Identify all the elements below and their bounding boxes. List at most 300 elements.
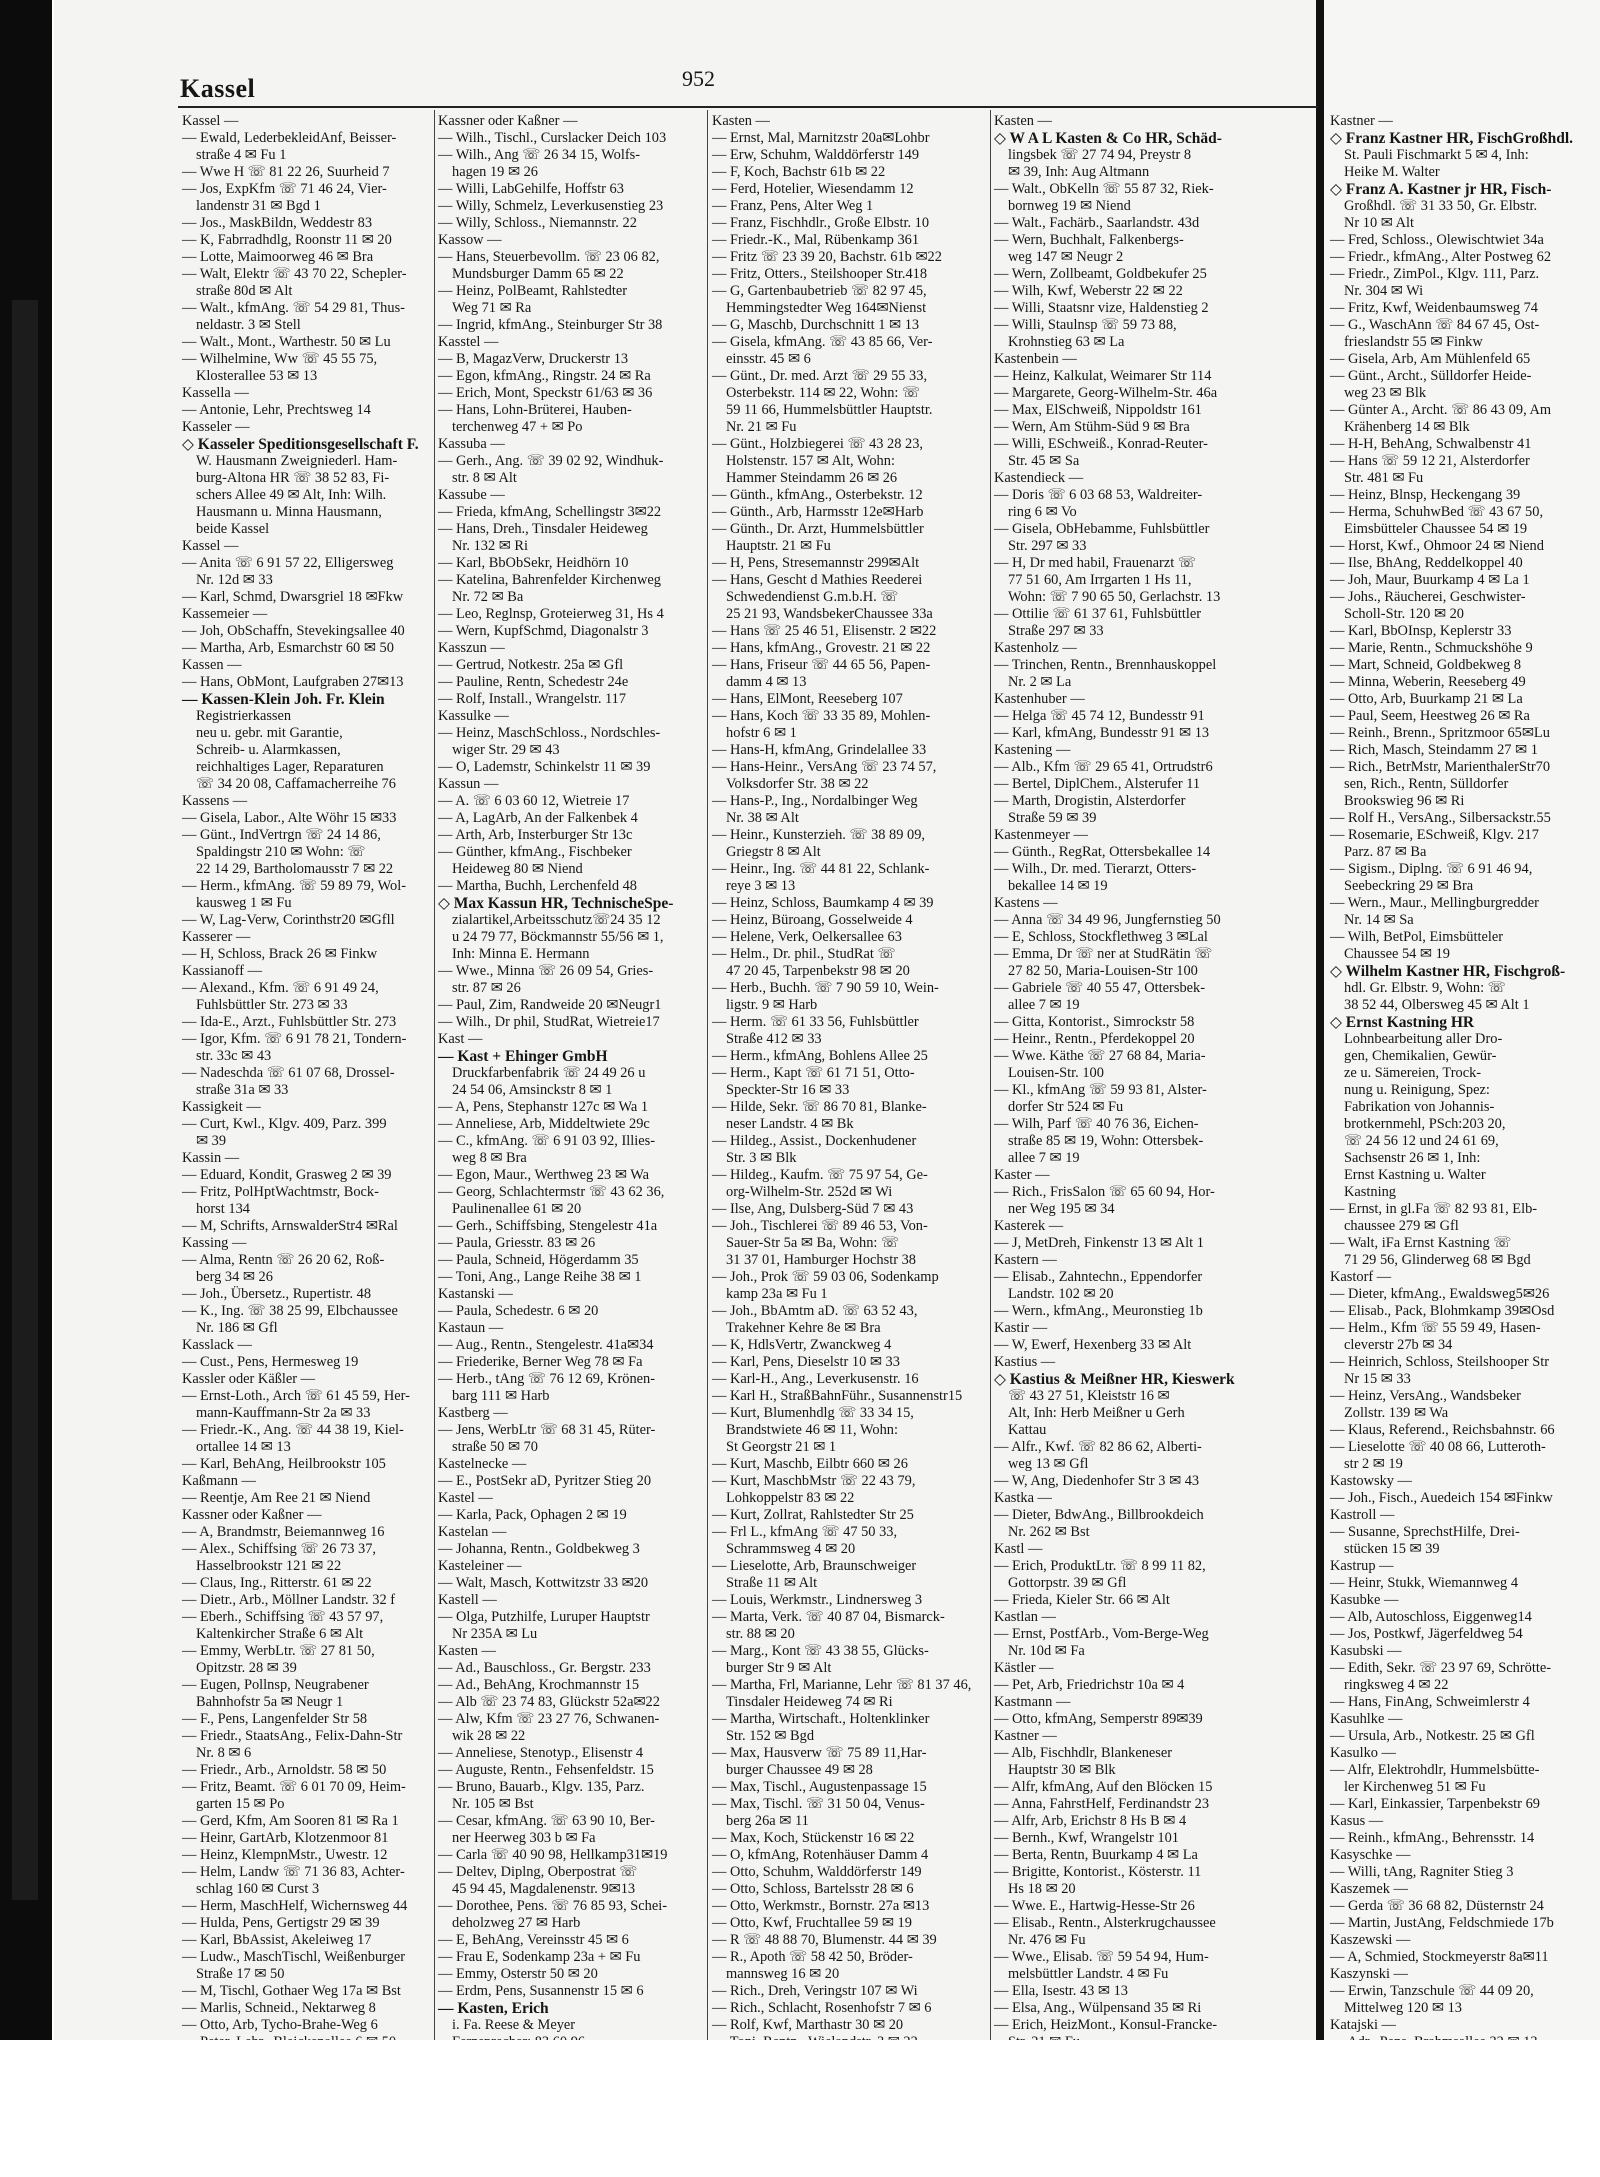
directory-entry-line: — Karla, Pack, Ophagen 2 ✉ 19 <box>438 1507 627 1523</box>
directory-entry-line: — Ernst-Loth., Arch ☏ 61 45 59, Her- <box>182 1388 410 1404</box>
directory-entry-line: — Pauline, Rentn, Schedestr 24e <box>438 674 629 690</box>
directory-entry-line: Straße 297 ✉ 33 <box>1008 623 1104 639</box>
directory-entry-line: St. Pauli Fischmarkt 5 ✉ 4, Inh: <box>1344 147 1529 163</box>
directory-entry-line: — Wilh, BetPol, Eimsbütteler <box>1330 929 1504 945</box>
directory-column-4 <box>994 113 1312 2088</box>
directory-entry-line: — Kurt, Zollrat, Rahlstedter Str 25 <box>712 1507 914 1523</box>
surname-heading: Kastanski — <box>438 1286 513 1302</box>
directory-entry-line: — Walt, iFa Ernst Kastning ☏ <box>1330 1235 1512 1251</box>
surname-heading: Kasszun — <box>438 640 505 656</box>
directory-entry-line: — Karl, Einkassier, Tarpenbekstr 69 <box>1330 1796 1540 1812</box>
surname-heading: Kasteleiner — <box>438 1558 522 1574</box>
directory-entry-line: Str. 481 ✉ Fu <box>1344 470 1424 486</box>
directory-entry-line: — Alw, Kfm ☏ 23 27 76, Schwanen- <box>438 1711 660 1727</box>
directory-entry-line: Str. 152 ✉ Bgd <box>726 1728 815 1744</box>
surname-heading: Kastius — <box>994 1354 1056 1370</box>
directory-entry-line: — Margarete, Georg-Wilhelm-Str. 46a <box>994 385 1218 401</box>
surname-heading: Kasserer — <box>182 929 251 945</box>
directory-entry-line: — Lotte, Maimoorweg 46 ✉ Bra <box>182 249 374 265</box>
directory-entry-line: weg 23 ✉ Blk <box>1344 385 1427 401</box>
directory-entry-line: Kattau <box>1008 1422 1047 1438</box>
directory-entry-line: — Fritz, Kwf, Weidenbaumsweg 74 <box>1330 300 1539 316</box>
surname-heading: Kasten — <box>438 1643 496 1659</box>
directory-entry-line: — Sigism., Diplng. ☏ 6 91 46 94, <box>1330 861 1533 877</box>
directory-entry-line: — Alb., Kfm ☏ 29 65 41, Ortrudstr6 <box>994 759 1213 775</box>
surname-heading: Kastberg — <box>438 1405 508 1421</box>
directory-entry-line: — Ludw., MaschTischl, Weißenburger <box>182 1949 406 1965</box>
surname-heading: Kassler oder Käßler — <box>182 1371 316 1387</box>
directory-entry-line: — Joh., BbAmtm aD. ☏ 63 52 43, <box>712 1303 918 1319</box>
directory-entry-line: — Alfr, kfmAng, Auf den Blöcken 15 <box>994 1779 1213 1795</box>
directory-entry-line: — Erdm, Pens, Susannenstr 15 ✉ 6 <box>438 1983 644 1999</box>
directory-entry-line: 24 54 06, Amsinckstr 8 ✉ 1 <box>452 1082 613 1098</box>
directory-entry-line: Eimsbütteler Chaussee 54 ✉ 19 <box>1344 521 1528 537</box>
directory-entry-line: — Eduard, Kondit, Grasweg 2 ✉ 39 <box>182 1167 392 1183</box>
directory-entry-line: — H, Dr med habil, Frauenarzt ☏ <box>994 555 1196 571</box>
directory-entry-line: hdl. Gr. Elbstr. 9, Wohn: ☏ <box>1344 980 1506 996</box>
directory-entry-line: Straße 59 ✉ 39 <box>1008 810 1097 826</box>
directory-entry-line: Hausmann u. Minna Hausmann, <box>196 504 382 520</box>
surname-heading: Kassuba — <box>438 436 505 452</box>
spine-shadow <box>12 300 38 1900</box>
directory-entry-line: — J, MetDreh, Finkenstr 13 ✉ Alt 1 <box>994 1235 1204 1251</box>
directory-entry-line: straße 85 ✉ 19, Wohn: Ottersbek- <box>1008 1133 1204 1149</box>
directory-entry-line: — Karl, BbAssist, Akeleiweg 17 <box>182 1932 372 1948</box>
directory-entry-line: Spaldingstr 210 ✉ Wohn: ☏ <box>196 844 366 860</box>
surname-heading: Kast — <box>438 1031 483 1047</box>
directory-entry-line: — Joh, ObSchaffn, Stevekingsallee 40 <box>182 623 405 639</box>
directory-column-5 <box>1330 113 1598 2088</box>
surname-heading: Kastner — <box>1330 113 1393 129</box>
directory-entry-line: — Rosemarie, ESchweiß, Klgv. 217 <box>1330 827 1539 843</box>
surname-heading: Kasubke — <box>1330 1592 1399 1608</box>
directory-entry-line: — Joh., Übersetz., Rupertistr. 48 <box>182 1286 372 1302</box>
header-rule <box>178 106 1318 108</box>
directory-entry-line: gen, Chemikalien, Gewür- <box>1344 1048 1497 1064</box>
directory-entry-line: — Brigitte, Kontorist., Kösterstr. 11 <box>994 1864 1202 1880</box>
directory-entry-line: weg 8 ✉ Bra <box>452 1150 527 1166</box>
directory-entry-line: Wohn: ☏ 7 90 65 50, Gerlachstr. 13 <box>1008 589 1221 605</box>
surname-heading: Kastendieck — <box>994 470 1084 486</box>
surname-heading: Kastner — <box>994 1728 1057 1744</box>
directory-entry-line: Hemmingstedter Weg 164✉Nienst <box>726 300 927 316</box>
directory-entry-line: — Fritz ☏ 23 39 20, Bachstr. 61b ✉22 <box>712 249 942 265</box>
directory-entry-line: Seebeckring 29 ✉ Bra <box>1344 878 1474 894</box>
directory-entry-line: — Eugen, Pollnsp, Neugrabener <box>182 1677 369 1693</box>
surname-heading: Kassemeier — <box>182 606 268 622</box>
directory-entry-line: ligstr. 9 ✉ Harb <box>726 997 818 1013</box>
directory-entry-line: — Kassen-Klein Joh. Fr. Klein <box>182 691 385 708</box>
directory-entry-line: — Bertel, DiplChem., Alsterufer 11 <box>994 776 1201 792</box>
directory-entry-line: Nr. 105 ✉ Bst <box>452 1796 534 1812</box>
directory-entry-line: — Günth., Arb, Harmsstr 12e✉Harb <box>712 504 924 520</box>
directory-entry-line: straße 4 ✉ Fu 1 <box>196 147 287 163</box>
directory-entry-line: — Hans, FinAng, Schweimlerstr 4 <box>1330 1694 1530 1710</box>
directory-entry-line: reichhaltiges Lager, Reparaturen <box>196 759 384 775</box>
directory-entry-line: Kastning <box>1344 1184 1396 1200</box>
directory-entry-line: — Claus, Ing., Ritterstr. 61 ✉ 22 <box>182 1575 372 1591</box>
directory-entry-line: — Dieter, BdwAng., Billbrookdeich <box>994 1507 1204 1523</box>
surname-heading: Kastenmeyer — <box>994 827 1088 843</box>
directory-entry-line: Brandstwiete 46 ✉ 11, Wohn: <box>726 1422 898 1438</box>
directory-entry-line: bornweg 19 ✉ Niend <box>1008 198 1131 214</box>
directory-entry-line: — Gertrud, Notkestr. 25a ✉ Gfl <box>438 657 624 673</box>
directory-entry-line: — Helene, Verk, Oelkersallee 63 <box>712 929 902 945</box>
directory-entry-line: — Frieda, kfmAng, Schellingstr 3✉22 <box>438 504 662 520</box>
directory-entry-line: Nr. 476 ✉ Fu <box>1008 1932 1086 1948</box>
surname-heading: Kasuhlke — <box>1330 1711 1403 1727</box>
directory-entry-line: cleverstr 27b ✉ 34 <box>1344 1337 1453 1353</box>
directory-entry-line: — Hans ☏ 59 12 21, Alsterdorfer <box>1330 453 1530 469</box>
directory-entry-line: — Alexand., Kfm. ☏ 6 91 49 24, <box>182 980 379 996</box>
directory-entry-line: mannsweg 16 ✉ 20 <box>726 1966 840 1982</box>
directory-entry-line: — Ilse, BhAng, Reddelkoppel 40 <box>1330 555 1523 571</box>
directory-entry-line: — H, Schloss, Brack 26 ✉ Finkw <box>182 946 378 962</box>
directory-entry-line: — Herb., tAng ☏ 76 12 69, Krönen- <box>438 1371 656 1387</box>
directory-entry-line: Nr. 14 ✉ Sa <box>1344 912 1414 928</box>
directory-entry-line: — Bernh., Kwf, Wrangelstr 101 <box>994 1830 1179 1846</box>
directory-entry-line: — Friedr., kfmAng., Alter Postweg 62 <box>1330 249 1552 265</box>
directory-entry-line: Nr 15 ✉ 33 <box>1344 1371 1411 1387</box>
directory-entry-line: i. Fa. Reese & Meyer <box>452 2017 576 2033</box>
directory-entry-line: — Willi, Staulnsp ☏ 59 73 88, <box>994 317 1177 333</box>
directory-entry-line: horst 134 <box>196 1201 250 1217</box>
directory-entry-line: — Minna, Weberin, Reeseberg 49 <box>1330 674 1526 690</box>
directory-entry-line: Nr. 38 ✉ Alt <box>726 810 799 826</box>
directory-entry-line: Volksdorfer Str. 38 ✉ 22 <box>726 776 869 792</box>
directory-entry-line: — Rich., BetrMstr, MarienthalerStr70 <box>1330 759 1551 775</box>
directory-entry-line: Paulinenallee 61 ✉ 20 <box>452 1201 582 1217</box>
directory-entry-line: — Carla ☏ 40 90 98, Hellkamp31✉19 <box>438 1847 668 1863</box>
directory-entry-line: barg 111 ✉ Harb <box>452 1388 550 1404</box>
directory-entry-line: — Paula, Schedestr. 6 ✉ 20 <box>438 1303 599 1319</box>
directory-entry-line: — Günt., Archt., Sülldorfer Heide- <box>1330 368 1532 384</box>
directory-entry-line: frieslandstr 55 ✉ Finkw <box>1344 334 1483 350</box>
directory-entry-line: — Friedr.-K., Mal, Rübenkamp 361 <box>712 232 920 248</box>
directory-entry-line: str 2 ✉ 19 <box>1344 1456 1403 1472</box>
directory-entry-line: — Hans, ObMont, Laufgraben 27✉13 <box>182 674 404 690</box>
directory-entry-line: ◇ Franz A. Kastner jr HR, Fisch- <box>1330 181 1552 198</box>
directory-entry-line: ☏ 43 27 51, Kleiststr 16 ✉ <box>1008 1388 1170 1404</box>
directory-entry-line: Chaussee 54 ✉ 19 <box>1344 946 1450 962</box>
directory-entry-line: Straße 17 ✉ 50 <box>196 1966 285 1982</box>
directory-entry-line: Brookswieg 96 ✉ Ri <box>1344 793 1465 809</box>
directory-entry-line: Tinsdaler Heideweg 74 ✉ Ri <box>726 1694 893 1710</box>
directory-entry-line: — Ewald, LederbekleidAnf, Beisser- <box>182 130 397 146</box>
directory-entry-line: — Wilh., Ang ☏ 26 34 15, Wolfs- <box>438 147 641 163</box>
directory-entry-line: — Marlis, Schneid., Nektarweg 8 <box>182 2000 376 2016</box>
surname-heading: Kassella — <box>182 385 249 401</box>
directory-entry-line: burg-Altona HR ☏ 38 52 83, Fi- <box>196 470 390 486</box>
directory-entry-line: str. 88 ✉ 20 <box>726 1626 795 1642</box>
directory-entry-line: — A, Brandmstr, Beiemannweg 16 <box>182 1524 385 1540</box>
surname-heading: Kastroll — <box>1330 1507 1395 1523</box>
directory-entry-line: Mittelweg 120 ✉ 13 <box>1344 2000 1462 2016</box>
surname-heading: Kassun — <box>438 776 499 792</box>
directory-entry-line: — Marth, Drogistin, Alsterdorfer <box>994 793 1186 809</box>
directory-entry-line: — Frieda, Kieler Str. 66 ✉ Alt <box>994 1592 1170 1608</box>
directory-entry-line: str. 8 ✉ Alt <box>452 470 517 486</box>
directory-entry-line: — Günther, kfmAng., Fischbeker <box>438 844 632 860</box>
directory-entry-line: — E., PostSekr aD, Pyritzer Stieg 20 <box>438 1473 652 1489</box>
directory-entry-line: — Walt., Mont., Warthestr. 50 ✉ Lu <box>182 334 391 350</box>
directory-entry-line: — Günth., RegRat, Ottersbekallee 14 <box>994 844 1211 860</box>
directory-entry-line: — Aug., Rentn., Stengelestr. 41a✉34 <box>438 1337 654 1353</box>
directory-entry-line: — R., Apoth ☏ 58 42 50, Bröder- <box>712 1949 913 1965</box>
directory-entry-line: — Alma, Rentn ☏ 26 20 62, Roß- <box>182 1252 385 1268</box>
directory-entry-line: mann-Kauffmann-Str 2a ✉ 33 <box>196 1405 371 1421</box>
directory-entry-line: ◇ Wilhelm Kastner HR, Fischgroß- <box>1330 963 1566 980</box>
directory-entry-line: Heideweg 80 ✉ Niend <box>452 861 583 877</box>
directory-entry-line: — Hans, ElMont, Reeseberg 107 <box>712 691 903 707</box>
directory-entry-line: — Kurt, MaschbMstr ☏ 22 43 79, <box>712 1473 916 1489</box>
directory-entry-line: — Hans-H, kfmAng, Grindelallee 33 <box>712 742 927 758</box>
directory-entry-line: — Ida-E., Arzt., Fuhlsbüttler Str. 273 <box>182 1014 397 1030</box>
directory-entry-line: — Dorothee, Pens. ☏ 76 85 93, Schei- <box>438 1898 668 1914</box>
directory-entry-line: 27 82 50, Maria-Louisen-Str 100 <box>1008 963 1198 979</box>
directory-entry-line: ner Weg 195 ✉ 34 <box>1008 1201 1115 1217</box>
surname-heading: Kastenhuber — <box>994 691 1085 707</box>
directory-entry-line: — Otto, Kwf, Fruchtallee 59 ✉ 19 <box>712 1915 912 1931</box>
directory-entry-line: — Heinz, Büroang, Gosselweide 4 <box>712 912 913 928</box>
directory-entry-line: bekallee 14 ✉ 19 <box>1008 878 1108 894</box>
directory-entry-line: — Reentje, Am Ree 21 ✉ Niend <box>182 1490 371 1506</box>
directory-entry-line: Nr 235A ✉ Lu <box>452 1626 538 1642</box>
column-divider <box>990 110 991 2090</box>
directory-entry-line: ortallee 14 ✉ 13 <box>196 1439 291 1455</box>
directory-entry-line: — Lieselotte ☏ 40 08 66, Lutteroth- <box>1330 1439 1546 1455</box>
directory-entry-line: 38 52 44, Olbersweg 45 ✉ Alt 1 <box>1344 997 1530 1013</box>
directory-entry-line: — Karl, BbObSekr, Heidhörn 10 <box>438 555 629 571</box>
surname-heading: Kastern — <box>994 1252 1057 1268</box>
directory-entry-line: Weg 71 ✉ Ra <box>452 300 532 316</box>
directory-entry-line: — Hans, Friseur ☏ 44 65 56, Papen- <box>712 657 931 673</box>
directory-entry-line: Griegstr 8 ✉ Alt <box>726 844 821 860</box>
directory-entry-line: Schwedendienst G.m.b.H. ☏ <box>726 589 899 605</box>
directory-entry-line: — Karl, Schmd, Dwarsgriel 18 ✉Fkw <box>182 589 404 605</box>
directory-entry-line: ringksweg 4 ✉ 22 <box>1344 1677 1449 1693</box>
surname-heading: Kastl — <box>994 1541 1043 1557</box>
directory-entry-line: ✉ 39, Inh: Aug Altmann <box>1008 164 1150 180</box>
directory-entry-line: — Cesar, kfmAng. ☏ 63 90 10, Ber- <box>438 1813 655 1829</box>
directory-entry-line: — Paula, Schneid, Högerdamm 35 <box>438 1252 639 1268</box>
directory-entry-line: 45 94 45, Magdalenenstr. 9✉13 <box>452 1881 636 1897</box>
book-spine <box>0 0 52 2177</box>
surname-heading: Kassner oder Kaßner — <box>182 1507 322 1523</box>
directory-entry-line: berg 34 ✉ 26 <box>196 1269 273 1285</box>
directory-entry-line: 59 11 66, Hummelsbüttler Hauptstr. <box>726 402 933 418</box>
directory-entry-line: — Wilh., Dr phil, StudRat, Wietreie17 <box>438 1014 660 1030</box>
directory-entry-line: — Kasten, Erich <box>438 2000 549 2017</box>
surname-heading: Kassube — <box>438 487 505 503</box>
directory-entry-line: — Frau E, Sodenkamp 23a + ✉ Fu <box>438 1949 641 1965</box>
directory-entry-line: Hauptstr 30 ✉ Blk <box>1008 1762 1116 1778</box>
directory-entry-line: — Hulda, Pens, Gertigstr 29 ✉ 39 <box>182 1915 380 1931</box>
directory-entry-line: — Herm., kfmAng, Bohlens Allee 25 <box>712 1048 928 1064</box>
directory-entry-line: — Leo, Reglnsp, Groteierweg 31, Hs 4 <box>438 606 664 622</box>
directory-entry-line: — Friedr., Arb., Arnoldstr. 58 ✉ 50 <box>182 1762 387 1778</box>
directory-entry-line: — Erich, HeizMont., Konsul-Francke- <box>994 2017 1217 2033</box>
directory-entry-line: — Helm., Dr. phil., StudRat ☏ <box>712 946 896 962</box>
directory-entry-line: — Curt, Kwl., Klgv. 409, Parz. 399 <box>182 1116 387 1132</box>
directory-entry-line: — Wwe. E., Hartwig-Hesse-Str 26 <box>994 1898 1195 1914</box>
directory-entry-line: — Anneliese, Stenotyp., Elisenstr 4 <box>438 1745 644 1761</box>
surname-heading: Kastrup — <box>1330 1558 1394 1574</box>
directory-entry-line: — Dieter, kfmAng., Ewaldsweg5✉26 <box>1330 1286 1550 1302</box>
directory-entry-line: — Joh., Fisch., Auedeich 154 ✉Finkw <box>1330 1490 1553 1506</box>
directory-entry-line: — A, Pens, Stephanstr 127c ✉ Wa 1 <box>438 1099 649 1115</box>
directory-entry-line: — F, Koch, Bachstr 61b ✉ 22 <box>712 164 886 180</box>
directory-entry-line: — Alex., Schiffsing ☏ 26 73 37, <box>182 1541 377 1557</box>
directory-entry-line: Druckfarbenfabrik ☏ 24 49 26 u <box>452 1065 646 1081</box>
directory-entry-line: — Alb, Fischhdlr, Blankeneser <box>994 1745 1173 1761</box>
directory-entry-line: — Joh., Tischlerei ☏ 89 46 53, Von- <box>712 1218 928 1234</box>
directory-entry-line: Nr. 12d ✉ 33 <box>196 572 273 588</box>
directory-entry-line: — Marg., Kont ☏ 43 38 55, Glücks- <box>712 1643 929 1659</box>
directory-entry-line: — Erw, Schuhm, Walddörferstr 149 <box>712 147 920 163</box>
directory-entry-line: — Heinr, Stukk, Wiemannweg 4 <box>1330 1575 1519 1591</box>
directory-entry-line: — Martha, Buchh, Lerchenfeld 48 <box>438 878 638 894</box>
directory-entry-line: — E, BehAng, Vereinsstr 45 ✉ 6 <box>438 1932 629 1948</box>
surname-heading: Kaszynski — <box>1330 1966 1408 1982</box>
directory-entry-line: straße 50 ✉ 70 <box>452 1439 538 1455</box>
surname-heading: Kasseler — <box>182 419 250 435</box>
directory-entry-line: Opitzstr. 28 ✉ 39 <box>196 1660 297 1676</box>
directory-entry-line: — Hildeg., Assist., Dockenhudener <box>712 1133 917 1149</box>
column-divider <box>707 110 708 2090</box>
directory-entry-line: weg 13 ✉ Gfl <box>1008 1456 1089 1472</box>
surname-heading: Kastelan — <box>438 1524 507 1540</box>
directory-entry-line: — Willy, Schmelz, Leverkusenstieg 23 <box>438 198 664 214</box>
directory-entry-line: — Emmy, WerbLtr. ☏ 27 81 50, <box>182 1643 375 1659</box>
directory-entry-line: Nr. 21 ✉ Fu <box>726 419 797 435</box>
directory-entry-line: — Gerda ☏ 36 68 82, Düsternstr 24 <box>1330 1898 1544 1914</box>
directory-entry-line: — Willi, Staatsnr vize, Haldenstieg 2 <box>994 300 1209 316</box>
directory-entry-line: — Georg, Schlachtermstr ☏ 43 62 36, <box>438 1184 665 1200</box>
directory-entry-line: — F., Pens, Langenfelder Str 58 <box>182 1711 368 1727</box>
directory-entry-line: — Wwe. Käthe ☏ 27 68 84, Maria- <box>994 1048 1206 1064</box>
directory-entry-line: — Helm., Kfm ☏ 55 59 49, Hasen- <box>1330 1320 1541 1336</box>
directory-entry-line: — Otto, Schuhm, Walddörferstr 149 <box>712 1864 922 1880</box>
directory-entry-line: — Eberh., Schiffsing ☏ 43 57 97, <box>182 1609 384 1625</box>
directory-entry-line: — Rich., Dreh, Veringstr 107 ✉ Wi <box>712 1983 918 1999</box>
directory-entry-line: — Arth, Arb, Insterburger Str 13c <box>438 827 633 843</box>
directory-entry-line: — Johanna, Rentn., Goldbekweg 3 <box>438 1541 640 1557</box>
directory-entry-line: — Otto, Werkmstr., Bornstr. 27a ✉13 <box>712 1898 930 1914</box>
directory-column-2 <box>438 113 704 2088</box>
directory-entry-line: Speckter-Str 16 ✉ 33 <box>726 1082 850 1098</box>
directory-entry-line: — Rolf, Kwf, Marthastr 30 ✉ 20 <box>712 2017 904 2033</box>
directory-entry-line: Str. 45 ✉ Sa <box>1008 453 1080 469</box>
directory-entry-line: — Anita ☏ 6 91 57 22, Elligersweg <box>182 555 394 571</box>
directory-entry-line: — Heinr, GartArb, Klotzenmoor 81 <box>182 1830 389 1846</box>
directory-entry-line: — Friedr., ZimPol., Klgv. 111, Parz. <box>1330 266 1540 282</box>
directory-entry-line: beide Kassel <box>196 521 270 537</box>
directory-entry-line: — Hilde, Sekr. ☏ 86 70 81, Blanke- <box>712 1099 927 1115</box>
directory-entry-line: Holstenstr. 157 ✉ Alt, Wohn: <box>726 453 895 469</box>
directory-entry-line: — Wilh., Dr. med. Tierarzt, Otters- <box>994 861 1197 877</box>
directory-entry-line: burger Chaussee 49 ✉ 28 <box>726 1762 873 1778</box>
directory-entry-line: 71 29 56, Glinderweg 68 ✉ Bgd <box>1344 1252 1531 1268</box>
directory-entry-line: dorfer Str 524 ✉ Fu <box>1008 1099 1124 1115</box>
directory-entry-line: — Paul, Seem, Heestweg 26 ✉ Ra <box>1330 708 1530 724</box>
directory-entry-line: — Gerh., Ang. ☏ 39 02 92, Windhuk- <box>438 453 664 469</box>
directory-entry-line: garten 15 ✉ Po <box>196 1796 285 1812</box>
directory-entry-line: weg 147 ✉ Neugr 2 <box>1008 249 1124 265</box>
surname-heading: Kastenholz — <box>994 640 1077 656</box>
directory-entry-line: — Herm., Kapt ☏ 61 71 51, Otto- <box>712 1065 915 1081</box>
directory-entry-line: hofstr 6 ✉ 1 <box>726 725 797 741</box>
directory-entry-line: — Herb., Buchh. ☏ 7 90 59 10, Wein- <box>712 980 939 996</box>
surname-heading: Kaster — <box>994 1167 1050 1183</box>
directory-entry-line: ring 6 ✉ Vo <box>1008 504 1077 520</box>
directory-entry-line: — Hans, Steuerbevollm. ☏ 23 06 82, <box>438 249 660 265</box>
directory-entry-line: — Anna, FahrstHelf, Ferdinandstr 23 <box>994 1796 1210 1812</box>
directory-entry-line: — Heinrich, Schloss, Steilshooper Str <box>1330 1354 1550 1370</box>
directory-entry-line: — Wern., kfmAng., Meuronstieg 1b <box>994 1303 1203 1319</box>
column-divider <box>434 110 435 2090</box>
directory-entry-line: Hammer Steindamm 26 ✉ 26 <box>726 470 898 486</box>
directory-entry-line: — Toni, Ang., Lange Reihe 38 ✉ 1 <box>438 1269 642 1285</box>
surname-heading: Kasstel — <box>438 334 499 350</box>
directory-entry-line: ◇ Franz Kastner HR, FischGroßhdl. <box>1330 130 1573 147</box>
directory-entry-line: — Günth., Dr. Arzt, Hummelsbüttler <box>712 521 924 537</box>
directory-entry-line: — Dietr., Arb., Möllner Landstr. 32 f <box>182 1592 396 1608</box>
directory-entry-line: Klosterallee 53 ✉ 13 <box>196 368 318 384</box>
directory-entry-line: — Heinz, KlempnMstr., Uwestr. 12 <box>182 1847 388 1863</box>
directory-entry-line: St Georgstr 21 ✉ 1 <box>726 1439 837 1455</box>
directory-entry-line: — Max, ElSchweiß, Nippoldstr 161 <box>994 402 1202 418</box>
directory-entry-line: — Jens, WerbLtr ☏ 68 31 45, Rüter- <box>438 1422 656 1438</box>
directory-entry-line: — Otto, kfmAng, Semperstr 89✉39 <box>994 1711 1203 1727</box>
directory-entry-line: — Max, Tischl., Augustenpassage 15 <box>712 1779 927 1795</box>
directory-entry-line: — Alb, Autoschloss, Eiggenweg14 <box>1330 1609 1532 1625</box>
directory-entry-line: — Wwe., Elisab. ☏ 59 54 94, Hum- <box>994 1949 1209 1965</box>
directory-entry-line: ◇ Max Kassun HR, TechnischeSpe- <box>438 895 674 912</box>
directory-entry-line: — O, Lademstr, Schinkelstr 11 ✉ 39 <box>438 759 651 775</box>
directory-entry-line: — Marta, Verk. ☏ 40 87 04, Bismarck- <box>712 1609 945 1625</box>
directory-entry-line: — Fritz, Otters., Steilshooper Str.418 <box>712 266 928 282</box>
directory-entry-line: zialartikel,Arbeitsschutz☏24 35 12 <box>452 912 661 928</box>
directory-entry-line: Nr. 10d ✉ Fa <box>1008 1643 1085 1659</box>
directory-entry-line: — Kl., kfmAng ☏ 59 93 81, Alster- <box>994 1082 1207 1098</box>
directory-entry-line: — Elsa, Ang., Wülpensand 35 ✉ Ri <box>994 2000 1202 2016</box>
directory-entry-line: — Karl H., StraßBahnFühr., Susannenstr15 <box>712 1388 963 1404</box>
directory-entry-line: str. 33c ✉ 43 <box>196 1048 272 1064</box>
page-number: 952 <box>682 66 715 91</box>
directory-entry-line: Fabrikation von Johannis- <box>1344 1099 1495 1115</box>
directory-entry-line: ◇ Kasseler Speditionsgesellschaft F. <box>182 436 419 453</box>
directory-entry-line: — Walt., Fachärb., Saarlandstr. 43d <box>994 215 1200 231</box>
directory-entry-line: — Elisab., Zahntechn., Eppendorfer <box>994 1269 1203 1285</box>
directory-entry-line: — Karl, kfmAng, Bundesstr 91 ✉ 13 <box>994 725 1210 741</box>
directory-entry-line: — Wern, Zollbeamt, Goldbekufer 25 <box>994 266 1207 282</box>
directory-entry-line: ◇ W A L Kasten & Co HR, Schäd- <box>994 130 1222 147</box>
directory-entry-line: — Herma, SchuhwBed ☏ 43 67 50, <box>1330 504 1544 520</box>
directory-entry-line: — Franz, Fischhdlr., Große Elbstr. 10 <box>712 215 930 231</box>
directory-entry-line: — Egon, Maur., Werthweg 23 ✉ Wa <box>438 1167 650 1183</box>
directory-entry-line: nung u. Reinigung, Spez: <box>1344 1082 1490 1098</box>
directory-entry-line: — Gitta, Kontorist., Simrockstr 58 <box>994 1014 1195 1030</box>
directory-entry-line: — A. ☏ 6 03 60 12, Wietreie 17 <box>438 793 630 809</box>
directory-entry-line: — Emma, Dr ☏ ner at StudRätin ☏ <box>994 946 1213 962</box>
directory-entry-line: W. Hausmann Zweigniederl. Ham- <box>196 453 398 469</box>
directory-entry-line: Schreib- u. Alarmkassen, <box>196 742 341 758</box>
directory-entry-line: — G., WaschAnn ☏ 84 67 45, Ost- <box>1330 317 1540 333</box>
directory-entry-line: — Emmy, Osterstr 50 ✉ 20 <box>438 1966 598 1982</box>
directory-entry-line: — Ferd, Hotelier, Wiesendamm 12 <box>712 181 914 197</box>
directory-entry-line: — Otto, Arb, Tycho-Brahe-Weg 6 <box>182 2017 378 2033</box>
